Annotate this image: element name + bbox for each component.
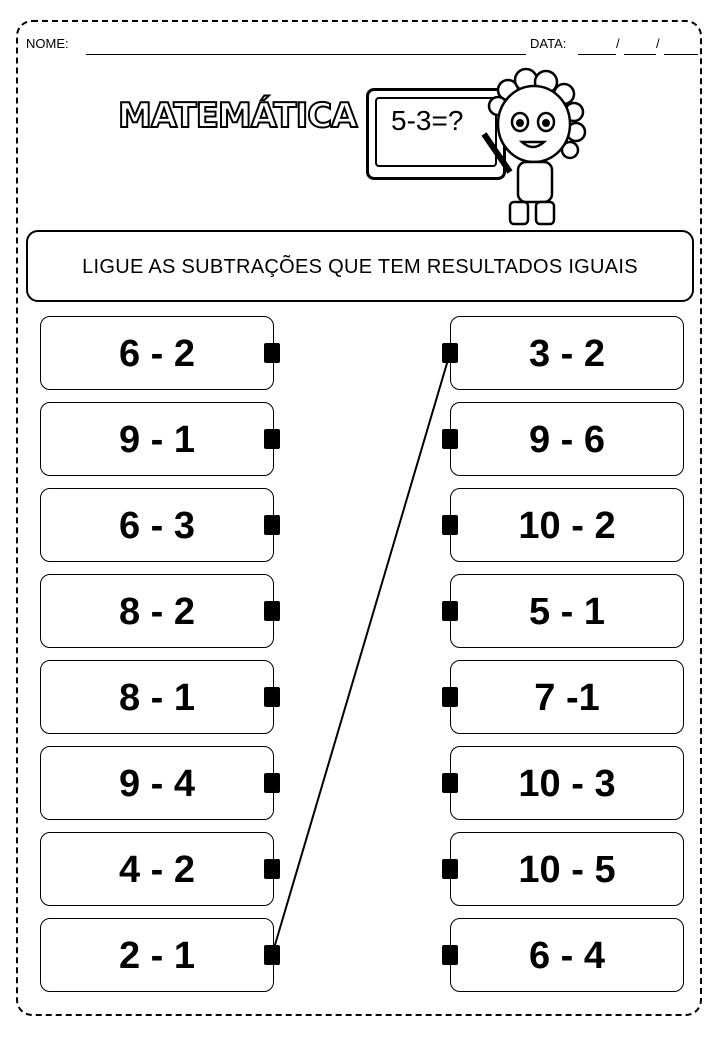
example-connection-line — [272, 353, 450, 955]
left-expression-text: 9 - 4 — [118, 763, 196, 805]
left-expression-text: 2 - 1 — [118, 935, 196, 977]
chalkboard-text: 5-3=? — [391, 105, 464, 136]
right-expression-text: 6 - 4 — [528, 935, 606, 977]
date-separator: / — [656, 36, 660, 51]
right-expression-text: 10 - 3 — [518, 763, 616, 805]
left-expression-text: 8 - 1 — [118, 677, 196, 719]
left-expression-text: 6 - 2 — [118, 333, 196, 375]
name-label: NOME: — [26, 36, 69, 51]
left-expression-text: 8 - 2 — [118, 591, 196, 633]
right-expression-text: 9 - 6 — [528, 419, 606, 461]
date-separator: / — [616, 36, 620, 51]
right-expression-text: 5 - 1 — [528, 591, 606, 633]
left-expression-text: 6 - 3 — [118, 505, 196, 547]
instruction-text: LIGUE AS SUBTRAÇÕES QUE TEM RESULTADOS IGUAIS — [82, 256, 638, 278]
left-expression-text: 4 - 2 — [118, 849, 196, 891]
right-expression-text: 7 -1 — [534, 677, 600, 719]
date-label: DATA: — [530, 36, 567, 51]
left-expression-text: 9 - 1 — [118, 419, 196, 461]
right-expression-text: 10 - 5 — [518, 849, 616, 891]
page-title: MATEMÁTICA — [118, 96, 357, 136]
right-expression-text: 10 - 2 — [518, 505, 616, 547]
right-expression-text: 3 - 2 — [528, 333, 606, 375]
